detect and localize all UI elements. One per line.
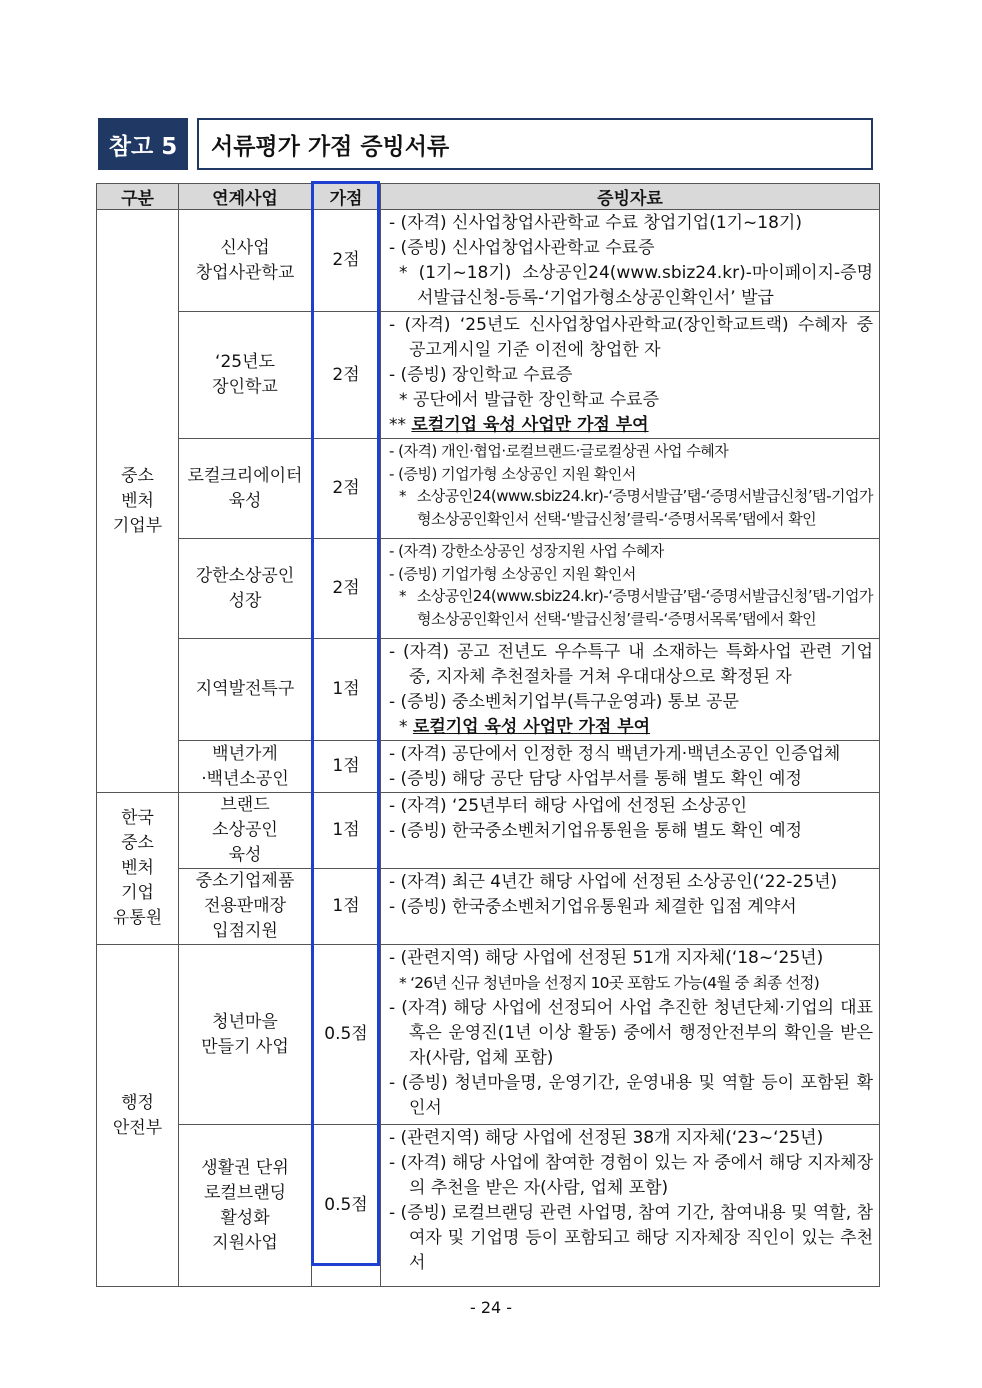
evidence-line: - (증빙) 청년마을명, 운영기간, 운영내용 및 역할 등이 포함된 확인서 bbox=[389, 1073, 873, 1118]
evidence-line: - (자격) 신사업창업사관학교 수료 창업기업(1기~18기) bbox=[389, 213, 802, 233]
evidence-line: - (증빙) 중소벤처기업부(특구운영과) 통보 공문 bbox=[389, 692, 739, 712]
evidence-line: - (증빙) 장인학교 수료증 bbox=[389, 365, 573, 385]
table-row bbox=[97, 869, 880, 945]
evidence-line: * 소상공인24(www.sbiz24.kr)-‘증명서발급’탭-‘증명서발급신청’탭-기업가형소상공인확인서 선택-‘발급신청’클릭-‘증명서목록’탭에서 확인 bbox=[399, 487, 873, 528]
category-name: 안전부 bbox=[112, 1117, 163, 1138]
evidence-line: - (증빙) 기업가형 소상공인 지원 확인서 bbox=[389, 564, 636, 583]
table-body bbox=[97, 210, 880, 1287]
program-cell bbox=[179, 639, 312, 741]
evidence-line: - (증빙) 한국중소벤처기업유통원과 체결한 입점 계약서 bbox=[389, 897, 797, 917]
evidence-line: - (자격) 강한소상공인 성장지원 사업 수혜자 bbox=[389, 542, 664, 560]
table-row bbox=[97, 1125, 880, 1287]
evidence-cell bbox=[381, 793, 880, 869]
col-header-evidence: 증빙자료 bbox=[381, 184, 880, 210]
points-cell: 2점 bbox=[312, 539, 381, 639]
category-name: 벤처 bbox=[121, 858, 154, 878]
evidence-line: - (자격) 최근 4년간 해당 사업에 선정된 소상공인(‘22-25년) bbox=[389, 872, 838, 892]
bonus-evidence-table bbox=[96, 183, 880, 1287]
table-row bbox=[97, 639, 880, 741]
evidence-line: - (증빙) 한국중소벤처기업유통원을 통해 별도 확인 예정 bbox=[389, 821, 803, 841]
points-cell: 2점 bbox=[312, 312, 381, 439]
evidence-line: - (자격) 해당 사업에 선정되어 사업 추진한 청년단체·기업의 대표 혹은 운영진(1년 이상 활동) 중에서 행정안전부의 확인을 받은 자(사람, 업체 포함) bbox=[389, 998, 873, 1068]
points-cell: 1점 bbox=[312, 741, 381, 793]
program-cell bbox=[179, 539, 312, 639]
program-name: 입점지원 bbox=[212, 921, 278, 941]
program-name: 브랜드 bbox=[220, 795, 270, 815]
evidence-line: - (자격) 공고 전년도 우수특구 내 소재하는 특화사업 관련 기업 중, 지자체 추천절차를 거쳐 우대대상으로 확정된 자 bbox=[389, 642, 873, 687]
category-cell bbox=[97, 945, 179, 1287]
emphasis-note: 로컬기업 육성 사업만 가점 부여 bbox=[412, 717, 651, 737]
program-name: 지원사업 bbox=[212, 1232, 278, 1253]
evidence-line: - (관련지역) 해당 사업에 선정된 38개 지자체(‘23~‘25년) bbox=[389, 1128, 824, 1148]
col-header-category: 구분 bbox=[97, 184, 179, 210]
evidence-line: * 소상공인24(www.sbiz24.kr)-‘증명서발급’탭-‘증명서발급신청’탭-기업가형소상공인확인서 선택-‘발급신청’클릭-‘증명서목록’탭에서 확인 bbox=[399, 587, 873, 628]
points-cell: 2점 bbox=[312, 210, 381, 312]
evidence-line: ** 로컬기업 육성 사업만 가점 부여 bbox=[389, 415, 649, 435]
table-header-row bbox=[97, 184, 880, 210]
evidence-cell bbox=[381, 210, 880, 312]
program-cell bbox=[179, 741, 312, 793]
col-header-program: 연계사업 bbox=[179, 184, 312, 210]
program-name: 신사업 bbox=[220, 237, 270, 258]
emphasis-note: 로컬기업 육성 사업만 가점 부여 bbox=[411, 415, 649, 435]
program-name: 지역발전특구 bbox=[195, 679, 295, 699]
program-name: 창업사관학교 bbox=[195, 262, 295, 283]
col-header-points: 가점 bbox=[312, 184, 381, 210]
table-row bbox=[97, 539, 880, 639]
program-name: 생활권 단위 bbox=[201, 1157, 289, 1178]
program-name: 성장 bbox=[228, 590, 262, 611]
category-name: 기업부 bbox=[112, 515, 163, 536]
evidence-line: - (증빙) 기업가형 소상공인 지원 확인서 bbox=[389, 464, 636, 483]
table-row bbox=[97, 945, 880, 1125]
evidence-line: * 로컬기업 육성 사업만 가점 부여 bbox=[399, 717, 651, 737]
points-cell: 1점 bbox=[312, 793, 381, 869]
points-cell: 0.5점 bbox=[312, 1125, 381, 1287]
program-name: 로컬크리에이터 bbox=[187, 465, 303, 486]
evidence-cell bbox=[381, 312, 880, 439]
evidence-line: - (자격) 해당 사업에 참여한 경험이 있는 자 중에서 해당 지자체장의 추천을 받은 자(사람, 업체 포함) bbox=[389, 1153, 873, 1198]
evidence-cell bbox=[381, 741, 880, 793]
points-cell: 0.5점 bbox=[312, 945, 381, 1125]
evidence-line: - (증빙) 신사업창업사관학교 수료증 bbox=[389, 238, 655, 258]
table-row bbox=[97, 210, 880, 312]
program-name: 로컬브랜딩 bbox=[203, 1182, 287, 1203]
evidence-line: * (1기~18기) 소상공인24(www.sbiz24.kr)-마이페이지-증명서발급신청-등록-‘기업가형소상공인확인서’ 발급 bbox=[399, 263, 873, 308]
evidence-line: * ‘26년 신규 청년마을 선정지 10곳 포함도 가능(4월 중 최종 선정) bbox=[399, 974, 819, 992]
points-cell: 1점 bbox=[312, 869, 381, 945]
program-name: 청년마을 bbox=[212, 1011, 278, 1032]
program-name: 소상공인 bbox=[212, 820, 278, 840]
evidence-line: - (증빙) 해당 공단 담당 사업부서를 통해 별도 확인 예정 bbox=[389, 769, 802, 789]
category-name: 중소 bbox=[121, 465, 154, 486]
program-name: 장인학교 bbox=[212, 377, 278, 397]
evidence-line: * 공단에서 발급한 장인학교 수료증 bbox=[399, 390, 660, 410]
program-cell bbox=[179, 945, 312, 1125]
evidence-cell bbox=[381, 1125, 880, 1287]
category-cell bbox=[97, 793, 179, 945]
points-cell: 2점 bbox=[312, 439, 381, 539]
program-name: ·백년소공인 bbox=[201, 768, 289, 789]
evidence-cell bbox=[381, 439, 880, 539]
evidence-cell bbox=[381, 539, 880, 639]
program-name: 만들기 사업 bbox=[201, 1036, 289, 1057]
category-name: 벤처 bbox=[121, 490, 154, 511]
page-number: - 24 - bbox=[469, 1298, 513, 1317]
evidence-line: - (자격) ‘25년도 신사업창업사관학교(장인학교트랙) 수혜자 중 공고게시일 기준 이전에 창업한 자 bbox=[389, 315, 873, 360]
category-name: 유통원 bbox=[112, 908, 163, 928]
evidence-line: - (증빙) 로컬브랜딩 관련 사업명, 참여 기간, 참여내용 및 역할, 참여자 및 기업명 등이 포함되고 해당 지자체장 직인이 있는 추천서 bbox=[389, 1203, 873, 1273]
evidence-cell bbox=[381, 639, 880, 741]
program-cell bbox=[179, 869, 312, 945]
category-cell bbox=[97, 210, 179, 793]
evidence-cell bbox=[381, 945, 880, 1125]
program-cell bbox=[179, 439, 312, 539]
program-name: 육성 bbox=[228, 845, 262, 865]
category-name: 한국 bbox=[121, 808, 154, 828]
program-name: ‘25년도 bbox=[215, 352, 275, 372]
program-cell bbox=[179, 210, 312, 312]
program-name: 활성화 bbox=[220, 1207, 270, 1228]
evidence-line: - (자격) 공단에서 인정한 정식 백년가게·백년소공인 인증업체 bbox=[389, 744, 841, 764]
table-row bbox=[97, 793, 880, 869]
program-name: 백년가게 bbox=[212, 743, 278, 764]
program-cell bbox=[179, 312, 312, 439]
program-name: 강한소상공인 bbox=[195, 565, 295, 586]
category-name: 중소 bbox=[121, 833, 154, 853]
program-cell bbox=[179, 793, 312, 869]
section-tag: 참고 5 bbox=[98, 118, 188, 170]
points-cell: 1점 bbox=[312, 639, 381, 741]
category-name: 행정 bbox=[121, 1092, 154, 1113]
program-name: 육성 bbox=[228, 490, 262, 511]
program-name: 전용판매장 bbox=[203, 896, 287, 916]
evidence-line: - (자격) 개인·협업·로컬브랜드·글로컬상권 사업 수혜자 bbox=[389, 442, 729, 460]
table-row bbox=[97, 741, 880, 793]
program-name: 중소기업제품 bbox=[195, 871, 295, 891]
section-title: 서류평가 가점 증빙서류 bbox=[197, 118, 873, 170]
table-row bbox=[97, 439, 880, 539]
evidence-line: - (관련지역) 해당 사업에 선정된 51개 지자체(‘18~‘25년) bbox=[389, 948, 824, 968]
category-name: 기업 bbox=[121, 883, 154, 903]
table-row bbox=[97, 312, 880, 439]
evidence-line: - (자격) ‘25년부터 해당 사업에 선정된 소상공인 bbox=[389, 796, 748, 816]
section-header bbox=[98, 118, 873, 170]
program-cell bbox=[179, 1125, 312, 1287]
evidence-cell bbox=[381, 869, 880, 945]
